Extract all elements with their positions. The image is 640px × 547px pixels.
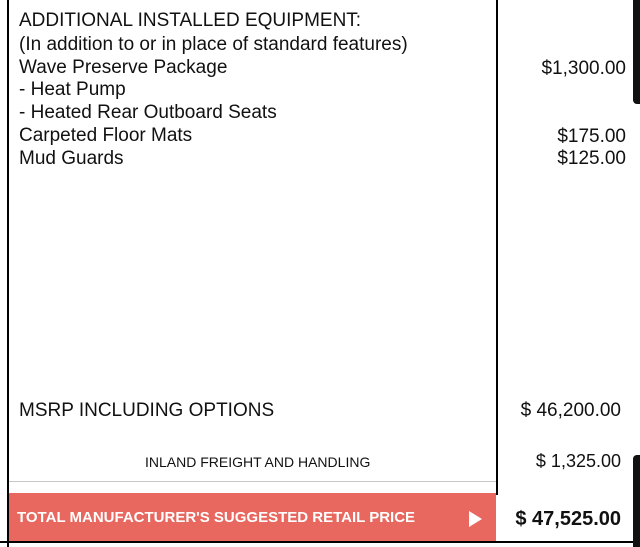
freight-price: $ 1,325.00 (535, 451, 621, 471)
equipment-item-label: - Heated Rear Outboard Seats (19, 102, 277, 123)
equipment-item-price: $175.00 (557, 126, 626, 147)
total-msrp-bar (9, 493, 496, 541)
price-column-divider (496, 0, 498, 495)
frame-bottom-border (0, 541, 640, 543)
freight-row-divider (9, 481, 496, 482)
right-triangle-arrow-icon (469, 511, 482, 527)
msrp-price: $ 46,200.00 (520, 400, 621, 421)
equipment-item-label: Carpeted Floor Mats (19, 125, 193, 146)
total-msrp-price: $ 47,525.00 (515, 508, 621, 530)
right-edge-mark-top (633, 0, 640, 104)
freight-label: INLAND FREIGHT AND HANDLING (145, 454, 371, 470)
equipment-item-label: Mud Guards (19, 148, 124, 169)
equipment-item-price: $125.00 (557, 148, 626, 169)
total-msrp-label: TOTAL MANUFACTURER'S SUGGESTED RETAIL PRICE (17, 509, 416, 526)
frame-left-border (7, 0, 9, 547)
equipment-heading: ADDITIONAL INSTALLED EQUIPMENT: (19, 10, 362, 31)
equipment-item-price: $1,300.00 (541, 58, 626, 79)
equipment-item-label: Wave Preserve Package (19, 57, 228, 78)
msrp-label: MSRP INCLUDING OPTIONS (19, 400, 275, 421)
equipment-note: (In addition to or in place of standard features) (19, 34, 408, 55)
right-edge-mark-bottom (633, 455, 640, 547)
equipment-item-label: - Heat Pump (19, 79, 126, 100)
